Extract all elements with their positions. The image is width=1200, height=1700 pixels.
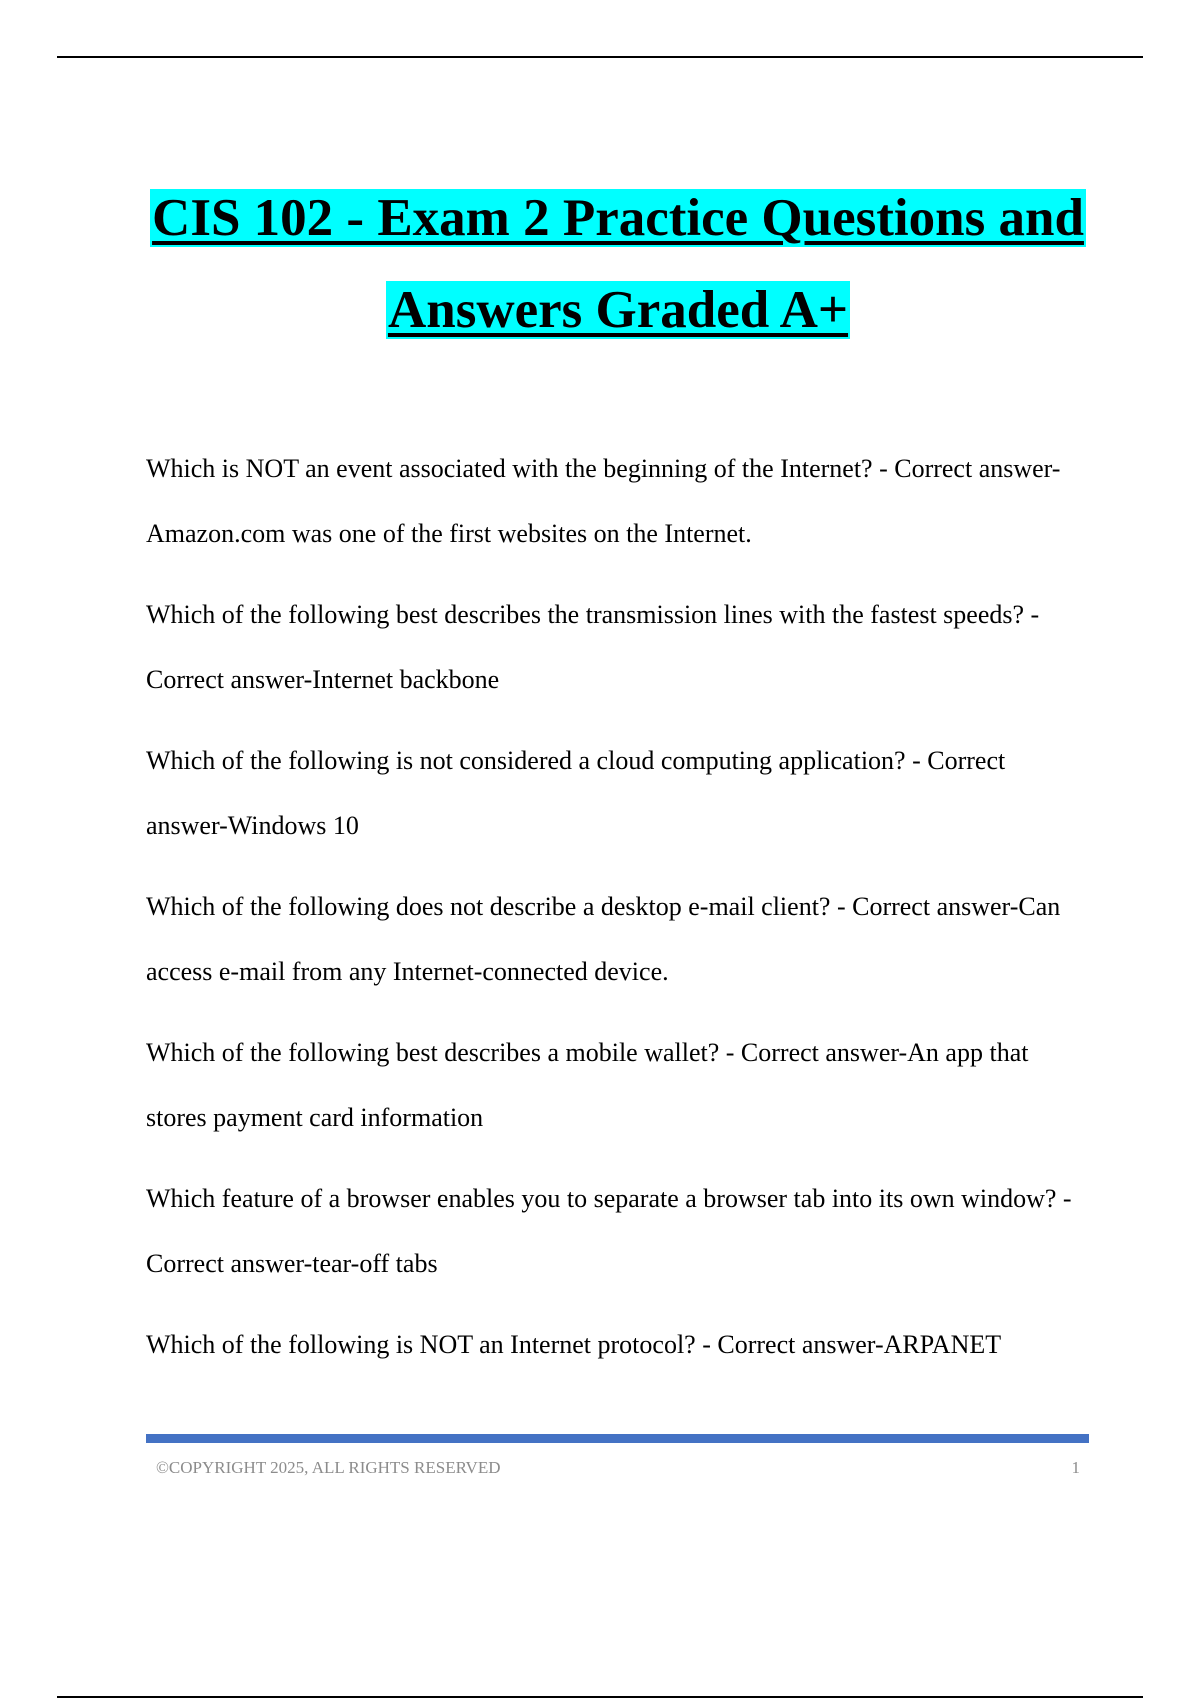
footer-copyright: ©COPYRIGHT 2025, ALL RIGHTS RESERVED <box>156 1458 501 1477</box>
title-line-2: Answers Graded A+ <box>387 281 849 339</box>
qa-item-7: Which of the following is NOT an Internet protocol? - Correct answer-ARPANET <box>146 1330 1002 1359</box>
document-title <box>120 172 1116 356</box>
qa-item-5: Which of the following best describes a mobile wallet? - Correct answer-An app that stores payment card information <box>146 1038 1029 1132</box>
top-rule <box>57 56 1143 58</box>
footer-bar <box>146 1434 1089 1443</box>
page-number: 1 <box>1071 1458 1080 1477</box>
qa-item-3: Which of the following is not considered a cloud computing application? - Correct answer-Windows 10 <box>146 746 1006 840</box>
qa-item-4: Which of the following does not describe a desktop e-mail client? - Correct answer-Can access e-mail from any Internet-connected device. <box>146 892 1061 986</box>
bottom-rule <box>57 1696 1143 1698</box>
title-line-1: CIS 102 - Exam 2 Practice Questions and <box>152 189 1084 247</box>
qa-item-1: Which is NOT an event associated with the beginning of the Internet? - Correct answer-Amazon.com was one of the first websites on the Internet. <box>146 454 1061 548</box>
qa-list <box>146 436 1090 1393</box>
qa-item-6: Which feature of a browser enables you to separate a browser tab into its own window? - Correct answer-tear-off tabs <box>146 1184 1072 1278</box>
qa-item-2: Which of the following best describes the transmission lines with the fastest speeds? - Correct answer-Internet backbone <box>146 600 1040 694</box>
